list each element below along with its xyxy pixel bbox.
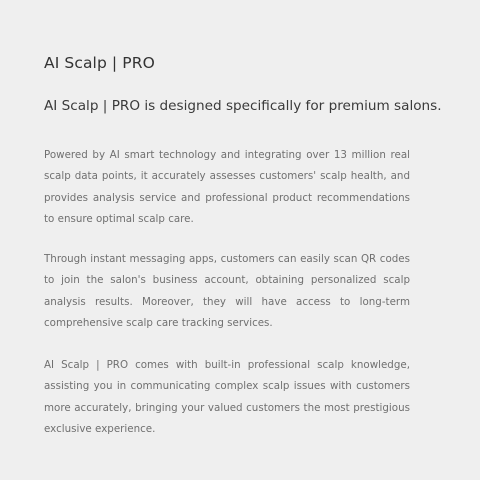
page-subtitle: AI Scalp | PRO is designed specifically for premium salons.: [44, 98, 442, 114]
page-title: AI Scalp | PRO: [44, 54, 155, 72]
paragraph-knowledge: AI Scalp | PRO comes with built-in professional scalp knowledge, assisting you in communicating complex scalp issues with customers more accurately, bringing your valued customers the most prestigious exclusive experience.: [44, 359, 410, 435]
paragraph-messaging: Through instant messaging apps, customers can easily scan QR codes to join the salon's business account, obtaining personalized scalp analysis results. Moreover, they will have access to long-term comprehensive scalp care tracking services.: [44, 253, 410, 329]
paragraph-technology: Powered by AI smart technology and integrating over 13 million real scalp data points, it accurately assesses customers' scalp health, and provides analysis service and professional product recommendations to ensure optimal scalp care.: [44, 149, 410, 225]
